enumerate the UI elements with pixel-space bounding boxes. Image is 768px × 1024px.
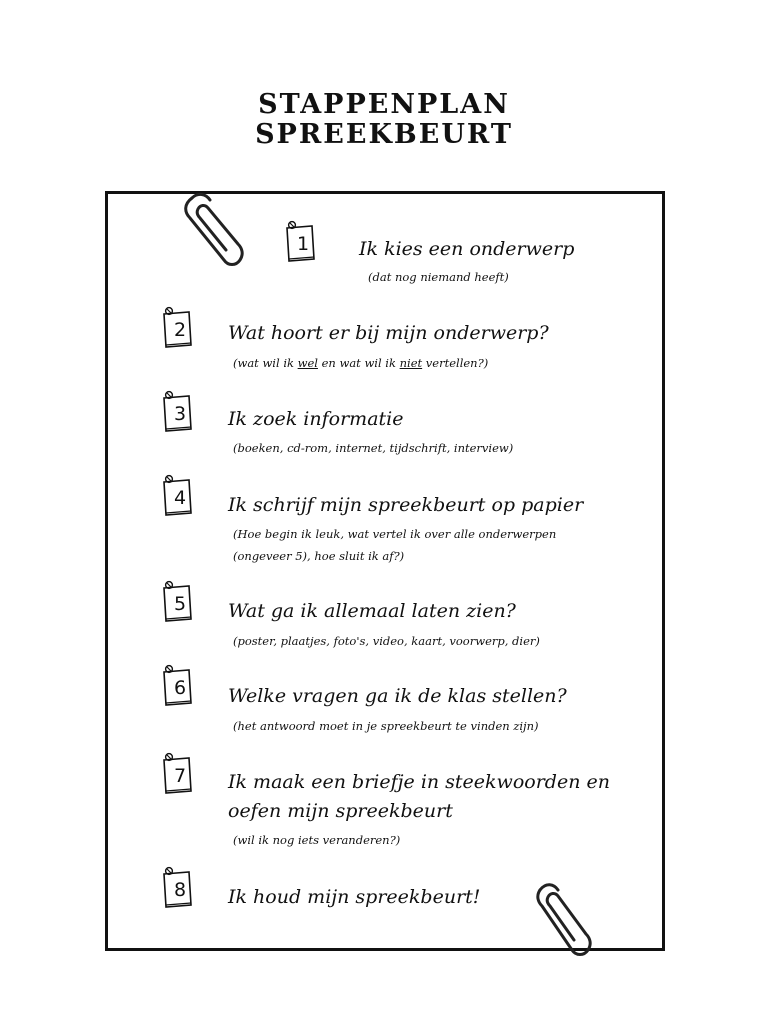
pinned-note-icon (160, 474, 194, 516)
step-number: 1 (296, 233, 310, 255)
pinned-note-icon (160, 306, 194, 348)
pinned-note-icon (160, 752, 194, 794)
step-note: (het antwoord moet in je spreekbeurt te vinden zijn) (233, 719, 539, 733)
step-text: Ik kies een onderwerp (359, 238, 575, 260)
step-note: (wil ik nog iets veranderen?) (233, 833, 401, 847)
step-number: 5 (173, 593, 187, 615)
step-text-continued: oefen mijn spreekbeurt (228, 800, 453, 822)
step-note: (Hoe begin ik leuk, wat vertel ik over alle onderwerpen (233, 527, 557, 541)
step-text: Ik houd mijn spreekbeurt! (228, 886, 481, 908)
step-number: 4 (173, 487, 187, 509)
step-text: Ik schrijf mijn spreekbeurt op papier (228, 494, 584, 516)
paperclip-icon (178, 188, 246, 270)
pinned-note-icon (160, 664, 194, 706)
page-title (0, 90, 768, 150)
paperclip-icon (532, 878, 594, 960)
pinned-note-icon (160, 390, 194, 432)
step-note: (poster, plaatjes, foto's, video, kaart, voorwerp, dier) (233, 634, 540, 648)
step-number: 7 (173, 765, 187, 787)
step-note: (boeken, cd-rom, internet, tijdschrift, interview) (233, 441, 514, 455)
step-text: Wat hoort er bij mijn onderwerp? (228, 322, 549, 344)
step-note: (wat wil ik wel en wat wil ik niet vertellen?) (233, 356, 489, 370)
step-note: (ongeveer 5), hoe sluit ik af?) (233, 549, 405, 563)
pinned-note-icon (160, 580, 194, 622)
step-text: Ik maak een briefje in steekwoorden en (228, 771, 610, 793)
step-text: Welke vragen ga ik de klas stellen? (228, 685, 567, 707)
pinned-note-icon (160, 866, 194, 908)
step-number: 8 (173, 879, 187, 901)
step-text: Ik zoek informatie (228, 408, 404, 430)
step-number: 6 (173, 677, 187, 699)
step-note: (dat nog niemand heeft) (368, 270, 509, 284)
step-number: 3 (173, 403, 187, 425)
step-number: 2 (173, 319, 187, 341)
title-line-1: STAPPENPLAN (258, 89, 510, 120)
title-line-2: SPREEKBEURT (255, 119, 513, 150)
pinned-note-icon (283, 220, 317, 262)
step-text: Wat ga ik allemaal laten zien? (228, 600, 516, 622)
